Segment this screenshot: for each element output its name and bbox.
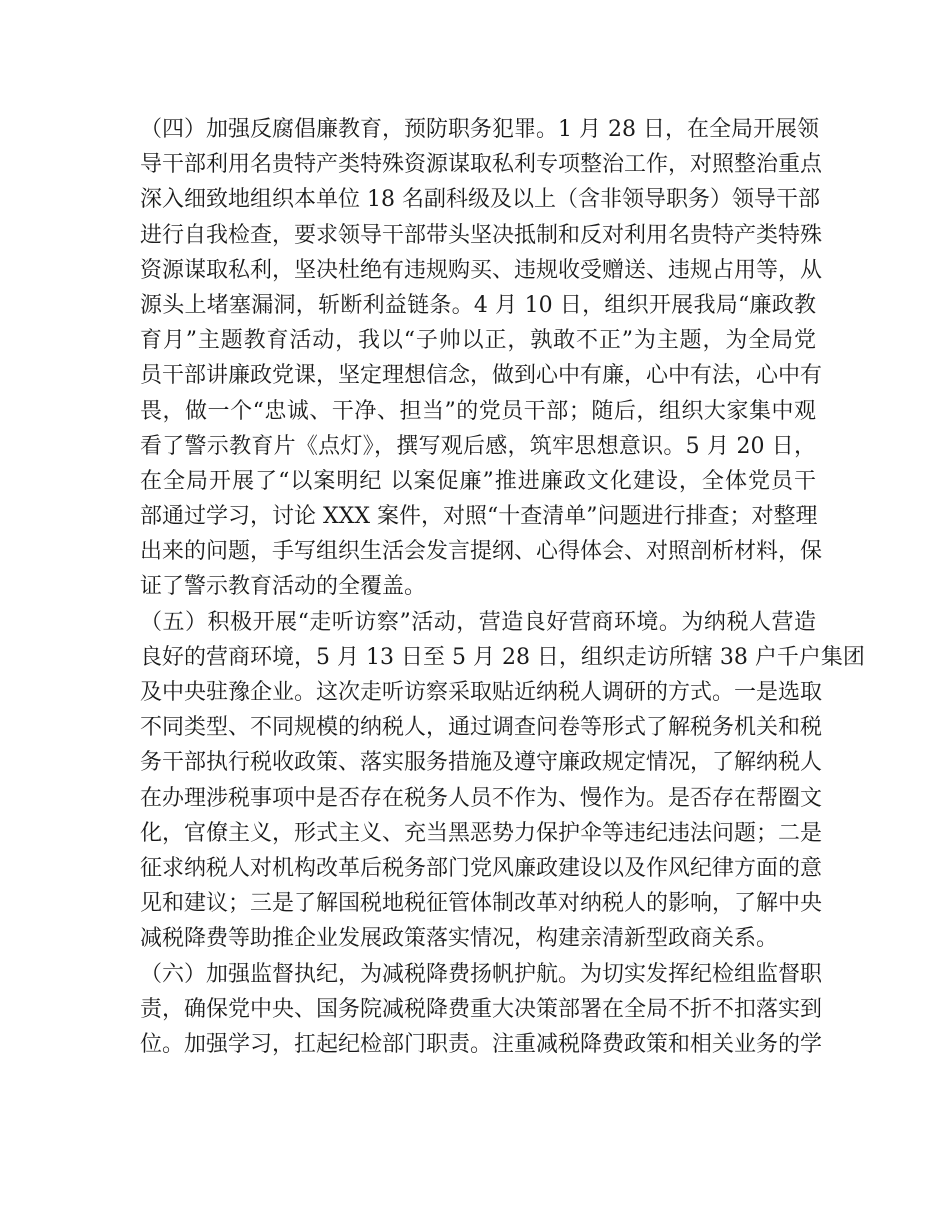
- text-line: 减税降费等助推企业发展政策落实情况，构建亲清新型政商关系。: [140, 926, 779, 952]
- text-line: 在全局开展了“以案明纪 以案促廉”推进廉政文化建设，全体党员干: [140, 468, 816, 494]
- text-line: （六）加强监督执纪，为减税降费扬帆护航。为切实发挥纪检组监督职: [140, 961, 823, 987]
- text-line: 部通过学习，讨论 XXX 案件，对照“十查清单”问题进行排查；对整理: [140, 504, 818, 530]
- text-line: （四）加强反腐倡廉教育，预防职务犯罪。1 月 28 日，在全局开展领: [140, 117, 819, 142]
- text-line: 在办理涉税事项中是否存在税务人员不作为、慢作为。是否存在帮圈文: [140, 785, 823, 811]
- text-line: 证了警示教育活动的全覆盖。: [140, 574, 427, 600]
- text-line: 看了警示教育片《点灯》，撰写观后感，筑牢思想意识。5 月 20 日，: [140, 433, 816, 459]
- text-line: 导干部利用名贵特产类特殊资源谋取私利专项整治工作，对照整治重点: [140, 152, 823, 178]
- text-line: 位。加强学习，扛起纪检部门职责。注重减税降费政策和相关业务的学: [140, 1031, 823, 1057]
- text-line: 责，确保党中央、国务院减税降费重大决策部署在全局不折不扣落实到: [140, 996, 823, 1022]
- document-body: [140, 112, 865, 1062]
- text-line: 良好的营商环境，5 月 13 日至 5 月 28 日，组织走访所辖 38 户千户集团: [140, 644, 865, 670]
- text-line: 资源谋取私利，坚决杜绝有违规购买、违规收受赠送、违规占用等，从: [140, 257, 823, 283]
- text-line: 畏，做一个“忠诚、干净、担当”的党员干部；随后，组织大家集中观: [140, 398, 816, 424]
- text-line: 化，官僚主义，形式主义、充当黑恶势力保护伞等违纪违法问题；二是: [140, 820, 823, 846]
- text-line: （五）积极开展“走听访察”活动，营造良好营商环境。为纳税人营造: [140, 609, 816, 635]
- text-line: 进行自我检查，要求领导干部带头坚决抵制和反对利用名贵特产类特殊: [140, 222, 823, 248]
- text-line: 深入细致地组织本单位 18 名副科级及以上（含非领导职务）领导干部: [140, 187, 820, 213]
- text-line: 出来的问题，手写组织生活会发言提纲、心得体会、对照剖析材料，保: [140, 539, 823, 565]
- text-line: 不同类型、不同规模的纳税人，通过调查问卷等形式了解税务机关和税: [140, 715, 823, 741]
- text-line: 育月”主题教育活动，我以“子帅以正，孰敢不正”为主题，为全局党: [140, 328, 816, 354]
- text-line: 务干部执行税收政策、落实服务措施及遵守廉政规定情况，了解纳税人: [140, 750, 823, 776]
- text-line: 征求纳税人对机构改革后税务部门党风廉政建设以及作风纪律方面的意: [140, 855, 823, 881]
- text-line: 见和建议；三是了解国税地税征管体制改革对纳税人的影响，了解中央: [140, 891, 823, 917]
- text-line: 员干部讲廉政党课，坚定理想信念，做到心中有廉，心中有法，心中有: [140, 363, 823, 389]
- text-line: 及中央驻豫企业。这次走听访察采取贴近纳税人调研的方式。一是选取: [140, 680, 823, 705]
- text-line: 源头上堵塞漏洞，斩断利益链条。4 月 10 日，组织开展我局“廉政教: [140, 292, 816, 318]
